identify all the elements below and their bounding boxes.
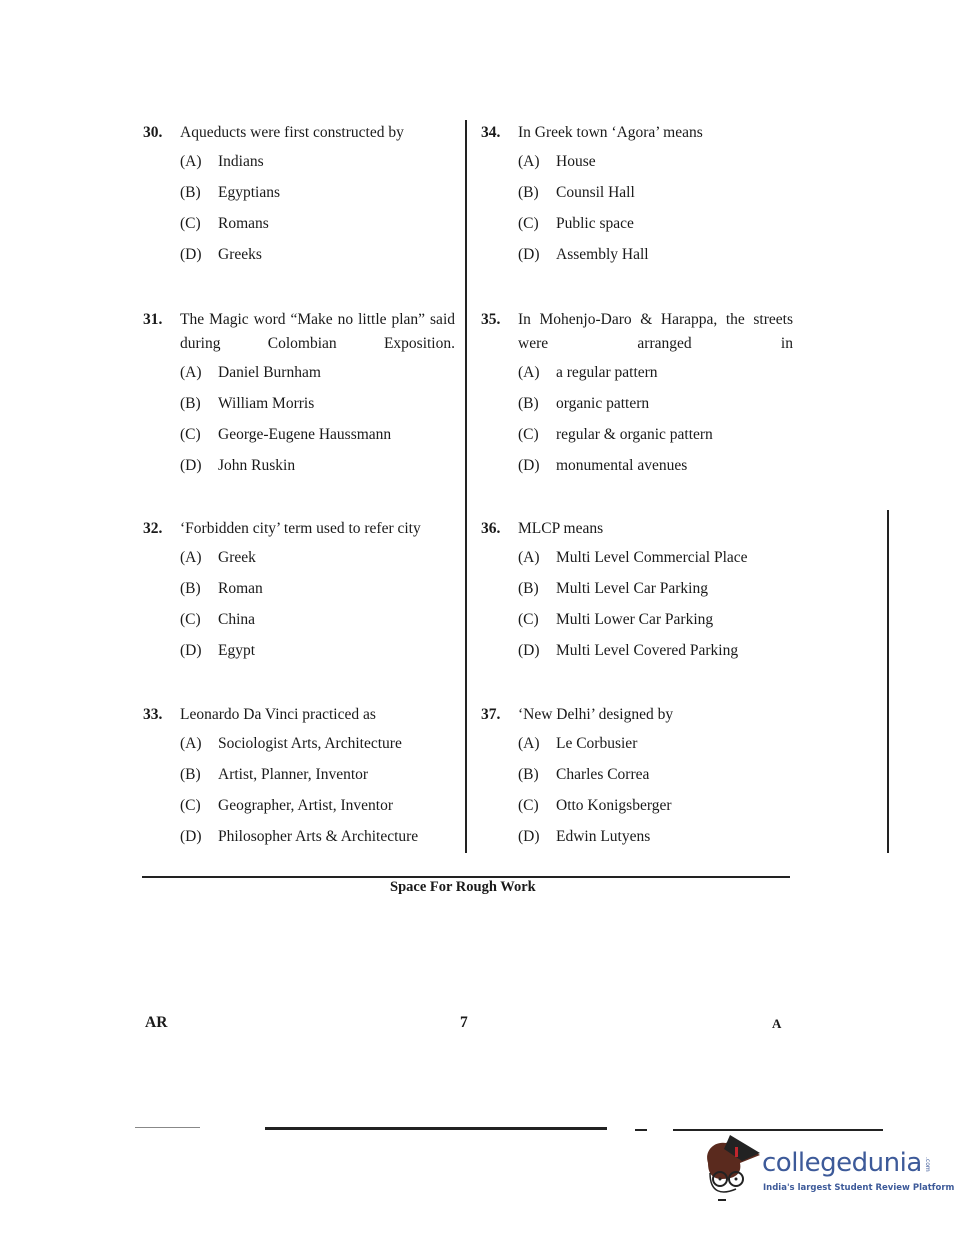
answer-option: [180, 183, 453, 214]
option-text: a regular pattern: [556, 364, 658, 381]
option-letter: (D): [518, 246, 540, 263]
option-text: Charles Correa: [556, 766, 650, 783]
answer-option: [180, 796, 453, 827]
question-number: 33.: [143, 706, 163, 723]
option-letter: (A): [518, 549, 540, 566]
option-letter: (B): [518, 184, 539, 201]
answer-options: [180, 734, 453, 858]
answer-option: [180, 579, 453, 610]
scan-line: [635, 1129, 647, 1131]
collegedunia-logo: [702, 1133, 955, 1213]
answer-options: [518, 548, 791, 672]
option-text: Greek: [218, 549, 256, 566]
option-text: Geographer, Artist, Inventor: [218, 797, 393, 814]
option-letter: (D): [180, 457, 202, 474]
option-text: Assembly Hall: [556, 246, 649, 263]
option-text: Multi Lower Car Parking: [556, 611, 714, 628]
option-letter: (B): [180, 580, 201, 597]
answer-option: [518, 827, 791, 858]
answer-options: [180, 152, 453, 276]
option-text: Otto Konigsberger: [556, 797, 672, 814]
option-letter: (D): [518, 828, 540, 845]
option-letter: (D): [180, 828, 202, 845]
question-text: In Greek town ‘Agora’ means: [518, 124, 703, 141]
answer-option: [518, 734, 791, 765]
answer-option: [180, 548, 453, 579]
rough-work-divider: [142, 876, 790, 878]
question-header: [481, 308, 791, 356]
logo-tagline: India's largest Student Review Platform: [763, 1183, 955, 1193]
question-number: 32.: [143, 520, 163, 537]
option-letter: (C): [518, 611, 539, 628]
page-number: 7: [460, 1014, 468, 1031]
right-margin-line: [887, 510, 889, 853]
option-text: Artist, Planner, Inventor: [218, 766, 369, 783]
question-37: [481, 703, 791, 858]
option-text: China: [218, 611, 256, 628]
answer-option: [518, 548, 791, 579]
option-text: Philosopher Arts & Architecture: [218, 828, 419, 845]
answer-option: [180, 641, 453, 672]
option-text: Multi Level Car Parking: [556, 580, 708, 597]
option-letter: (C): [180, 215, 201, 232]
question-32: [143, 517, 453, 672]
answer-option: [518, 456, 791, 487]
footer-set: A: [772, 1016, 782, 1031]
logo-wordmark: collegedunia: [762, 1148, 922, 1178]
scan-line: [265, 1127, 607, 1130]
question-header: [481, 703, 791, 727]
option-text: Multi Level Covered Parking: [556, 642, 739, 659]
option-text: Roman: [218, 580, 263, 597]
scan-line: [135, 1127, 200, 1128]
option-letter: (D): [180, 642, 202, 659]
option-letter: (A): [518, 735, 540, 752]
answer-option: [518, 796, 791, 827]
option-text: Egyptians: [218, 184, 280, 201]
logo-suffix: .com: [923, 1157, 931, 1172]
answer-option: [180, 214, 453, 245]
column-divider: [465, 120, 467, 853]
answer-option: [518, 245, 791, 276]
answer-options: [518, 152, 791, 276]
answer-option: [180, 245, 453, 276]
option-text: Egypt: [218, 642, 256, 659]
question-text: MLCP means: [518, 520, 604, 537]
question-35: [481, 308, 791, 487]
question-header: [143, 308, 453, 356]
answer-option: [180, 363, 453, 394]
option-text: House: [556, 153, 596, 170]
option-text: Indians: [218, 153, 264, 170]
question-text: ‘New Delhi’ designed by: [518, 706, 674, 723]
answer-options: [518, 363, 791, 487]
mascot-icon: [702, 1133, 762, 1208]
option-letter: (C): [180, 426, 201, 443]
option-text: George-Eugene Haussmann: [218, 426, 392, 443]
option-letter: (B): [180, 766, 201, 783]
question-30: [143, 121, 453, 276]
question-33: [143, 703, 453, 858]
option-letter: (C): [518, 797, 539, 814]
option-letter: (A): [180, 153, 202, 170]
option-letter: (B): [518, 766, 539, 783]
answer-option: [180, 425, 453, 456]
answer-option: [518, 579, 791, 610]
question-text: Aqueducts were first constructed by: [180, 124, 404, 141]
question-header: [481, 517, 791, 541]
answer-options: [518, 734, 791, 858]
option-letter: (C): [518, 426, 539, 443]
option-text: Public space: [556, 215, 634, 232]
option-text: Counsil Hall: [556, 184, 635, 201]
answer-option: [180, 827, 453, 858]
option-letter: (B): [180, 395, 201, 412]
question-header: [481, 121, 791, 145]
option-text: regular & organic pattern: [556, 426, 713, 443]
option-letter: (A): [180, 549, 202, 566]
question-text: ‘Forbidden city’ term used to refer city: [180, 520, 421, 537]
answer-options: [180, 548, 453, 672]
option-text: Le Corbusier: [556, 735, 638, 752]
option-letter: (D): [180, 246, 202, 263]
question-header: [143, 517, 453, 541]
answer-option: [180, 394, 453, 425]
option-letter: (C): [180, 797, 201, 814]
question-header: [143, 121, 453, 145]
option-text: Multi Level Commercial Place: [556, 549, 748, 566]
answer-option: [518, 641, 791, 672]
question-text: Leonardo Da Vinci practiced as: [180, 706, 376, 723]
question-number: 34.: [481, 124, 501, 141]
option-text: Daniel Burnham: [218, 364, 321, 381]
question-36: [481, 517, 791, 672]
option-letter: (B): [518, 395, 539, 412]
answer-option: [180, 152, 453, 183]
option-text: Sociologist Arts, Architecture: [218, 735, 402, 752]
answer-option: [180, 765, 453, 796]
option-letter: (B): [180, 184, 201, 201]
question-number: 31.: [143, 311, 163, 328]
answer-option: [180, 456, 453, 487]
question-number: 36.: [481, 520, 501, 537]
option-text: William Morris: [218, 395, 315, 412]
answer-option: [518, 394, 791, 425]
option-letter: (C): [180, 611, 201, 628]
option-letter: (D): [518, 457, 540, 474]
option-letter: (C): [518, 215, 539, 232]
question-31: [143, 308, 453, 487]
option-letter: (A): [180, 735, 202, 752]
answer-option: [180, 610, 453, 641]
option-text: Edwin Lutyens: [556, 828, 651, 845]
option-letter: (B): [518, 580, 539, 597]
answer-option: [180, 734, 453, 765]
footer-code: AR: [145, 1014, 168, 1031]
answer-option: [518, 152, 791, 183]
answer-option: [518, 214, 791, 245]
option-letter: (A): [180, 364, 202, 381]
answer-option: [518, 183, 791, 214]
answer-option: [518, 610, 791, 641]
rough-work-label: Space For Rough Work: [390, 879, 536, 895]
option-text: Romans: [218, 215, 269, 232]
logo-wordmark-row: [762, 1147, 931, 1179]
option-text: organic pattern: [556, 395, 650, 412]
question-number: 37.: [481, 706, 501, 723]
question-header: [143, 703, 453, 727]
answer-option: [518, 363, 791, 394]
question-number: 30.: [143, 124, 163, 141]
option-text: monumental avenues: [556, 457, 688, 474]
option-letter: (A): [518, 153, 540, 170]
option-text: John Ruskin: [218, 457, 296, 474]
question-34: [481, 121, 791, 276]
option-text: Greeks: [218, 246, 262, 263]
question-number: 35.: [481, 311, 501, 328]
question-text: The Magic word “Make no little plan” said during Colombian Exposition.: [180, 311, 455, 352]
answer-options: [180, 363, 453, 487]
answer-option: [518, 425, 791, 456]
option-letter: (A): [518, 364, 540, 381]
question-text: In Mohenjo-Daro & Harappa, the streets were arranged in: [518, 311, 793, 352]
option-letter: (D): [518, 642, 540, 659]
answer-option: [518, 765, 791, 796]
scan-line: [673, 1129, 883, 1131]
